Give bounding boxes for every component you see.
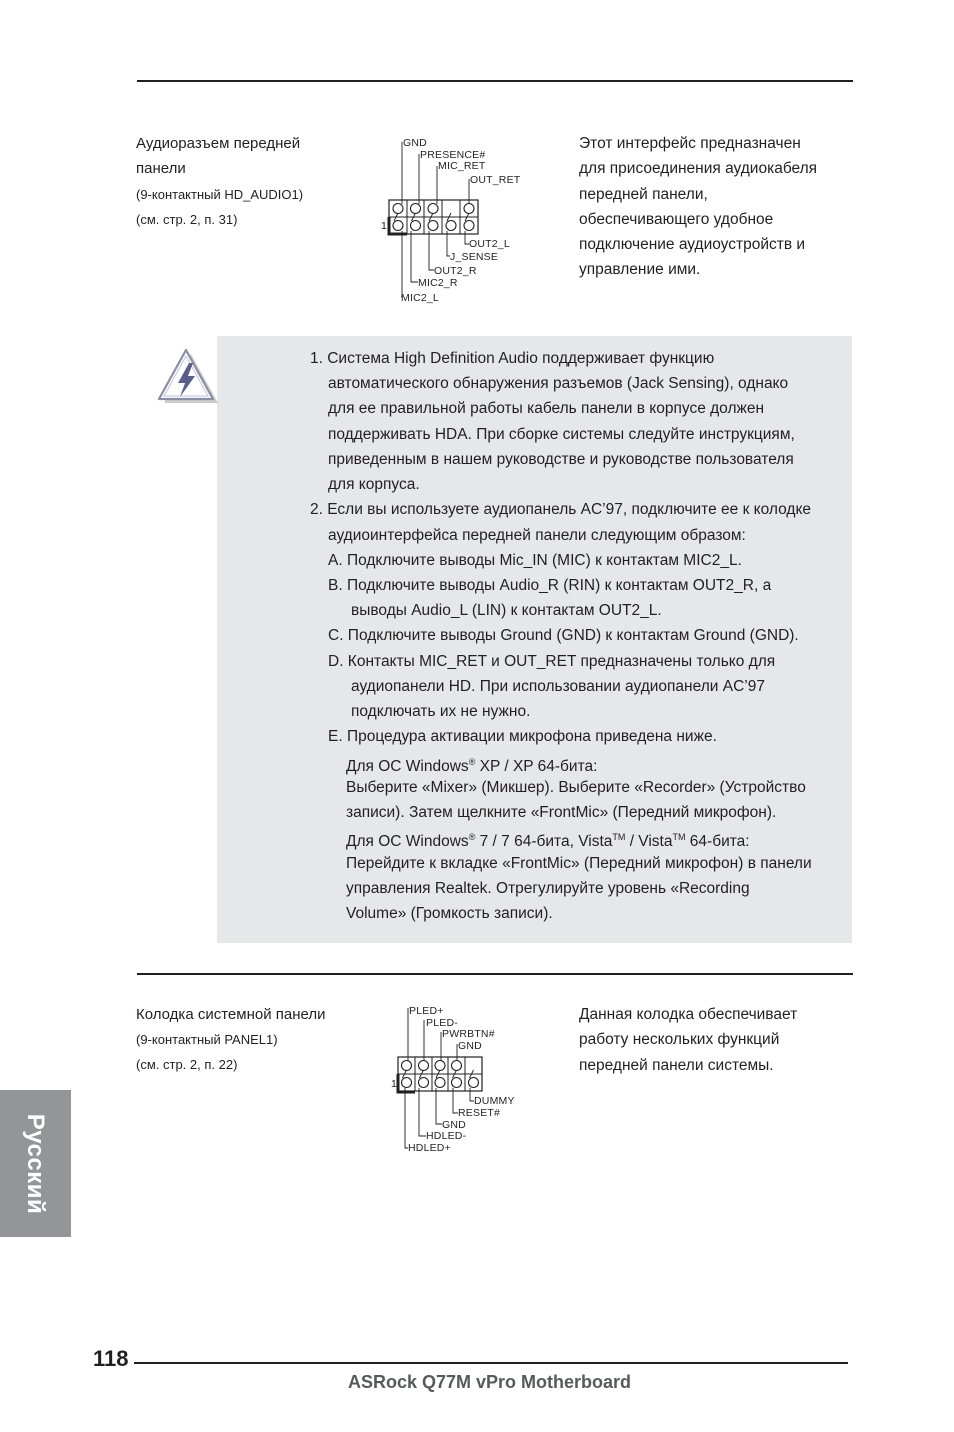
audio-description-line: передней панели, <box>579 185 708 203</box>
pin-label-pled-minus: PLED- <box>426 1017 458 1029</box>
note-line: для корпуса. <box>328 476 420 493</box>
audio-description-line: для присоединения аудиокабеля <box>579 160 818 178</box>
pin-circle <box>464 221 474 231</box>
note-line: Volume» (Громкость записи). <box>346 905 553 922</box>
note-line: выводы Audio_L (LIN) к контактам OUT2_L. <box>351 602 662 619</box>
pin-label-pled-plus: PLED+ <box>409 1005 444 1017</box>
panel-subtitle-connector: (9-контактный PANEL1) <box>136 1032 278 1047</box>
note-line: A. Подключите выводы Mic_IN (MIC) к контактам MIC2_L. <box>328 552 742 569</box>
hd-audio-pinout-diagram <box>380 132 530 307</box>
audio-description-line: подключение аудиоустройств и <box>579 236 806 254</box>
pin-circle <box>464 204 474 214</box>
section-rule <box>137 973 853 975</box>
pin-label-pwrbtn: PWRBTN# <box>442 1028 495 1040</box>
note-line: аудиоинтерфейса передней панели следующим образом: <box>328 527 746 544</box>
pin-circle <box>435 1078 445 1088</box>
pin-label-dummy: DUMMY <box>474 1095 515 1107</box>
pin1-marker <box>398 1074 415 1092</box>
note-line: B. Подключите выводы Audio_R (RIN) к контактам OUT2_R, а <box>328 577 772 594</box>
audio-title-line1: Аудиоразъем передней <box>136 135 301 152</box>
note-line: аудиопанели HD. При использовании аудиопанели AC’97 <box>351 678 765 695</box>
note-line: приведенным в нашем руководстве и руководстве пользователя <box>328 451 794 468</box>
note-line: C. Подключите выводы Ground (GND) к контактам Ground (GND). <box>328 627 799 644</box>
pin-label-mic2-r: MIC2_R <box>418 277 458 289</box>
audio-title-line2: панели <box>136 160 186 177</box>
pin-circle <box>402 1078 412 1088</box>
note-line: подключать их не нужно. <box>351 703 531 720</box>
pin-circle <box>411 204 421 214</box>
pin-circle <box>452 1061 462 1071</box>
note-line: автоматического обнаружения разъемов (Jack Sensing), однако <box>328 375 789 392</box>
pin-circle <box>402 1061 412 1071</box>
pin-circle <box>446 221 456 231</box>
pin-circle <box>419 1061 429 1071</box>
note-line: поддерживать HDA. При сборке системы следуйте инструкциям, <box>328 426 795 443</box>
note-line: 1. Система High Definition Audio поддерживает функцию <box>310 350 715 367</box>
audio-description <box>579 131 817 283</box>
pin-label-gnd-top: GND <box>458 1040 482 1052</box>
audio-description-line: управление ими. <box>579 261 701 279</box>
pin-label-gnd-bottom: GND <box>442 1119 466 1131</box>
note-line: для ее правильной работы кабель панели в корпусе должен <box>328 400 765 417</box>
panel-description-line: Данная колодка обеспечивает <box>579 1006 798 1023</box>
page-number: 118 <box>93 1346 129 1371</box>
panel-description <box>579 1002 797 1078</box>
pin-circle <box>393 221 403 231</box>
pin1-label: 1 <box>391 1078 398 1090</box>
audio-subtitle-ref: (см. стр. 2, п. 31) <box>136 212 238 227</box>
language-side-tab <box>0 1090 71 1237</box>
panel-subtitle-ref: (см. стр. 2, п. 22) <box>136 1057 238 1072</box>
pin-circle <box>452 1078 462 1088</box>
pin-circle <box>393 204 403 214</box>
note-line: Для ОС Windows® XP / XP 64-бита: <box>346 757 598 776</box>
pin-label-out2-r: OUT2_R <box>434 265 477 277</box>
pin-circle <box>428 204 438 214</box>
pin-label-mic-ret: MIC_RET <box>438 160 486 172</box>
pin-circle <box>435 1061 445 1071</box>
pin1-label: 1 <box>381 220 388 232</box>
audio-description-line: обеспечивающего удобное <box>579 210 774 228</box>
pin-circle <box>428 221 438 231</box>
pin-circle <box>469 1078 479 1088</box>
panel-description-line: передней панели системы. <box>579 1056 774 1074</box>
note-line: 2. Если вы используете аудиопанель AC’97, подключите ее к колодке <box>310 501 812 518</box>
pin-label-hdled-minus: HDLED- <box>426 1130 467 1142</box>
panel-description-line: работу нескольких функций <box>579 1031 780 1049</box>
pin-label-out2-l: OUT2_L <box>469 238 510 250</box>
pin-label-hdled-plus: HDLED+ <box>408 1142 451 1154</box>
language-tab-label: Русский <box>22 1113 49 1215</box>
audio-description-line: Этот интерфейс предназначен <box>579 135 801 152</box>
note-line: Перейдите к вкладке «FrontMic» (Передний микрофон) в панели <box>346 855 812 872</box>
audio-subtitle-connector: (9-контактный HD_AUDIO1) <box>136 187 304 202</box>
pin-circle <box>411 221 421 231</box>
panel-pinout-diagram <box>390 1000 530 1158</box>
pin-circle <box>419 1078 429 1088</box>
pin1-marker <box>389 217 407 234</box>
footer-product-name: ASRock Q77M vPro Motherboard <box>348 1372 632 1392</box>
pin-label-reset: RESET# <box>458 1107 501 1119</box>
pin-label-gnd: GND <box>403 137 427 149</box>
pin-label-presence: PRESENCE# <box>420 149 486 161</box>
panel-title: Колодка системной панели <box>136 1006 326 1023</box>
note-line: Выберите «Mixer» (Микшер). Выберите «Recorder» (Устройство <box>346 779 806 796</box>
pin-label-mic2-l: MIC2_L <box>401 292 439 304</box>
warning-lightning-icon <box>157 347 219 405</box>
footer-rule <box>134 1362 848 1364</box>
pin-label-j-sense: J_SENSE <box>450 251 499 263</box>
note-line: D. Контакты MIC_RET и OUT_RET предназначены только для <box>328 653 776 670</box>
top-rule <box>137 80 853 82</box>
note-line: Для ОС Windows® 7 / 7 64-бита, Vista™ / Vista™ 64-бита: <box>346 832 750 851</box>
pin-label-out-ret: OUT_RET <box>470 174 521 186</box>
note-line: E. Процедура активации микрофона приведена ниже. <box>328 728 717 745</box>
note-line: записи). Затем щелкните «FrontMic» (Передний микрофон). <box>346 804 777 821</box>
note-line: управления Realtek. Отрегулируйте уровень «Recording <box>346 880 750 897</box>
